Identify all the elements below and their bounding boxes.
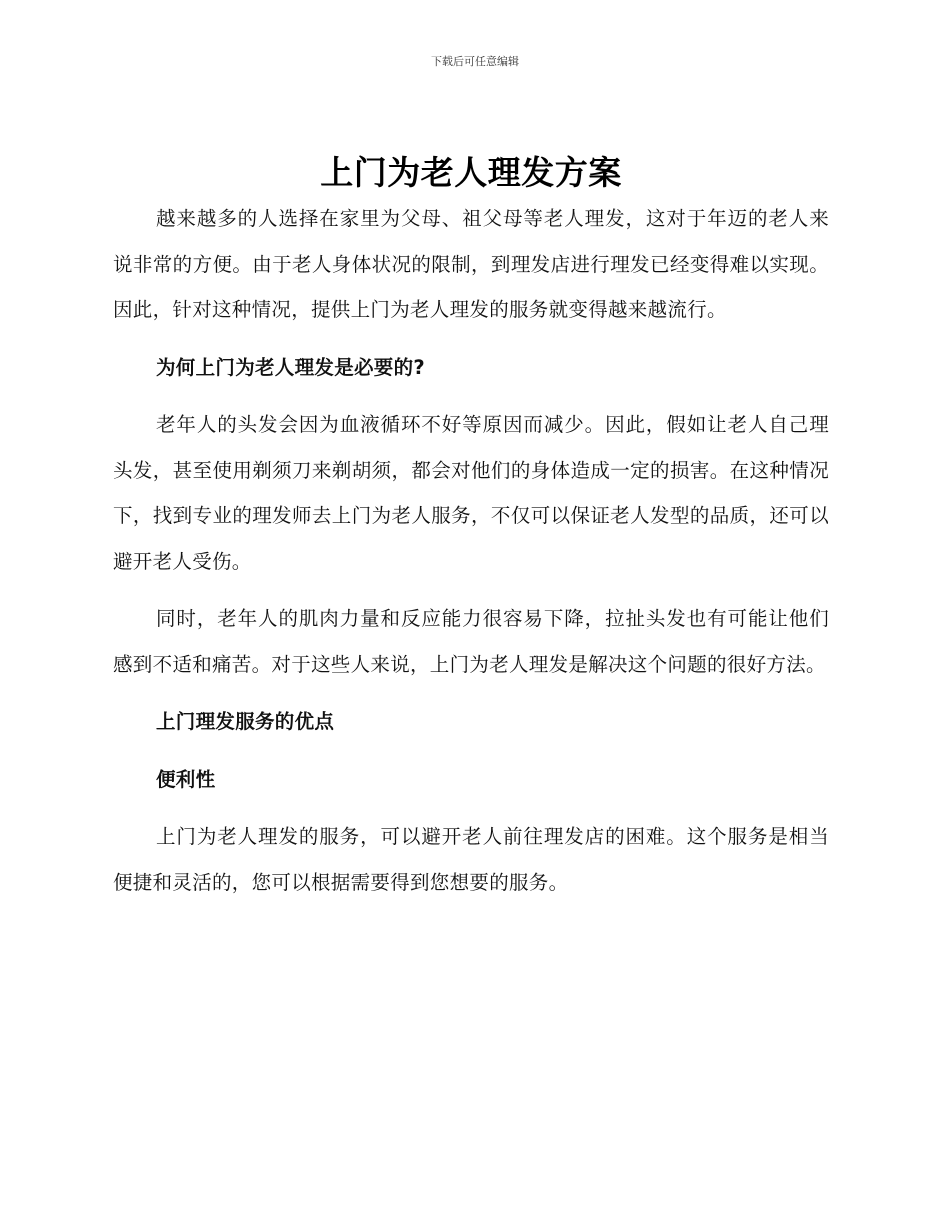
intro-paragraph: 越来越多的人选择在家里为父母、祖父母等老人理发，这对于年迈的老人来说非常的方便。由于老人身体状况的限制，到理发店进行理发已经变得难以实现。因此，针对这种情况，提供上门为老人理发的服务就变得越来越流行。 (113, 207, 829, 321)
document-title: 上门为老人理发方案 (320, 153, 622, 192)
document-body (113, 150, 829, 905)
page-header-note: 下载后可任意编辑 (431, 55, 519, 68)
section-heading-why: 为何上门为老人理发是必要的? (156, 355, 426, 379)
section-paragraph: 老年人的头发会因为血液循环不好等原因而减少。因此，假如让老人自己理头发，甚至使用剃须刀来剃胡须，都会对他们的身体造成一定的损害。在这种情况下，找到专业的理发师去上门为老人服务，不仅可以保证老人发型的品质，还可以避开老人受伤。 (113, 413, 829, 573)
subheading-convenience: 便利性 (156, 767, 216, 791)
section-paragraph: 同时，老年人的肌肉力量和反应能力很容易下降，拉扯头发也有可能让他们感到不适和痛苦。对于这些人来说，上门为老人理发是解决这个问题的很好方法。 (113, 607, 829, 676)
section-heading-advantages: 上门理发服务的优点 (156, 710, 335, 733)
section-paragraph: 上门为老人理发的服务，可以避开老人前往理发店的困难。这个服务是相当便捷和灵活的，您可以根据需要得到您想要的服务。 (113, 825, 829, 894)
